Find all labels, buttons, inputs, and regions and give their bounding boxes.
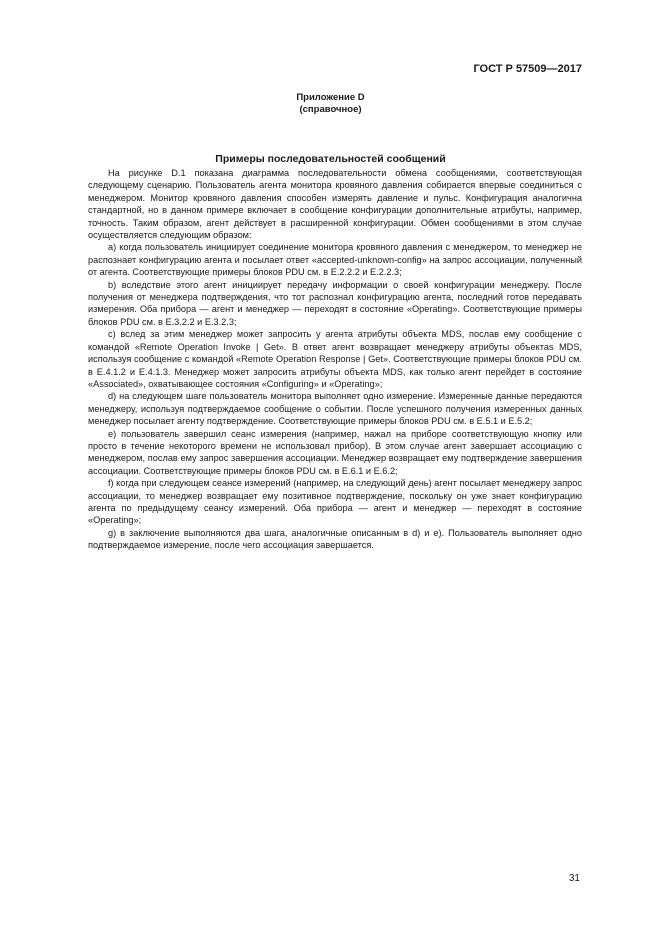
list-item-g: g) в заключение выполняются два шага, аналогичные описанным в d) и e). Пользователь выполняет одно подтверждаемое измерение, после чего ассоциация завершается.: [88, 527, 582, 551]
page-number: 31: [568, 873, 580, 884]
standard-number: ГОСТ Р 57509—2017: [473, 63, 582, 75]
body-text: [88, 167, 582, 552]
list-item-d: d) на следующем шаге пользователь монитора выполняет одно измерение. Измеренные данные передаются менеджеру, используя подтверждаемое сообщение о событии. После успешного получения измеренных данных менеджер посылает агенту подтверждение. Соответствующие примеры блоков PDU см. в E.5.1 и E.5.2;: [88, 391, 582, 427]
list-item-b: b) вследствие этого агент инициирует передачу информации о своей конфигурации менеджеру. После получения от менеджера подтверждения, что тот распознал конфигурацию агента, последний готов передавать измерения. Оба прибора — агент и менеджер — переходят в состояние «Operating». Соответствующие примеры блоков PDU см. в E.3.2.2 и E.3.2.3;: [88, 279, 582, 327]
annex-title: Приложение D: [296, 92, 365, 103]
list-item-c: c) вслед за этим менеджер может запросить у агента атрибуты объекта MDS, послав ему сообщение с командой «Remote Operation Invoke | Get». В ответ агент возвращает менеджеру атрибуты объектаs MDS, используя сообщение с командой «Remote Operation Response | Get». Соответствующие примеры блоков PDU см. в E.4.1.2 и E.4.1.3. Менеджер может запросить атрибуты объекта MDS, как только агент перейдет в состояние «Associated», охватывающее состояния «Configuring» и «Operating»;: [88, 329, 582, 389]
list-item-e: e) пользователь завершил сеанс измерения (например, нажал на приборе соответствующую кнопку или просто в течение некоторого времени не использовал прибор). В этом случае агент завершает ассоциацию с менеджером, послав ему запрос завершения ассоциации. Менеджер возвращает ему подтверждение завершения ассоциации. Соответствующие примеры блоков PDU см. в E.6.1 и E.6.2;: [88, 428, 582, 476]
intro-paragraph: На рисунке D.1 показана диаграмма последовательности обмена сообщениями, соответствующая следующему сценарию. Пользователь агента монитора кровяного давления собирается впервые соединиться с менеджером. Монитор кровяного давления способен измерять давление и пульс. Конфигурация аналогична стандартной, но в данном примере включает в сообщение конфигурации дополнительные атрибуты, например, точность. Таким образом, агент действует в расширенной конфигурации. Обмен сообщениями в этом случае осуществляется следующим образом:: [88, 168, 582, 241]
list-item-f: f) когда при следующем сеансе измерений (например, на следующий день) агент посылает менеджеру запрос ассоциации, то менеджер возвращает ему позитивное подтверждение, поскольку он уже знает конфигурацию агента по предыдущему сеансу измерений. Оба прибора — агент и менеджер — переходят в состояние «Operating»;: [88, 478, 582, 526]
list-item-a: а) когда пользователь инициирует соединение монитора кровяного давления с менеджером, то менеджер не распознает конфигурацию агента и посылает ответ «accepted-unknown-config» на запрос ассоциации, полученный от агента. Соответствующие примеры блоков PDU см. в E.2.2.2 и E.2.2.3;: [88, 242, 582, 278]
section-title: Примеры последовательностей сообщений: [215, 153, 446, 165]
annex-type: (справочное): [299, 104, 362, 115]
annex-header: [0, 92, 661, 116]
